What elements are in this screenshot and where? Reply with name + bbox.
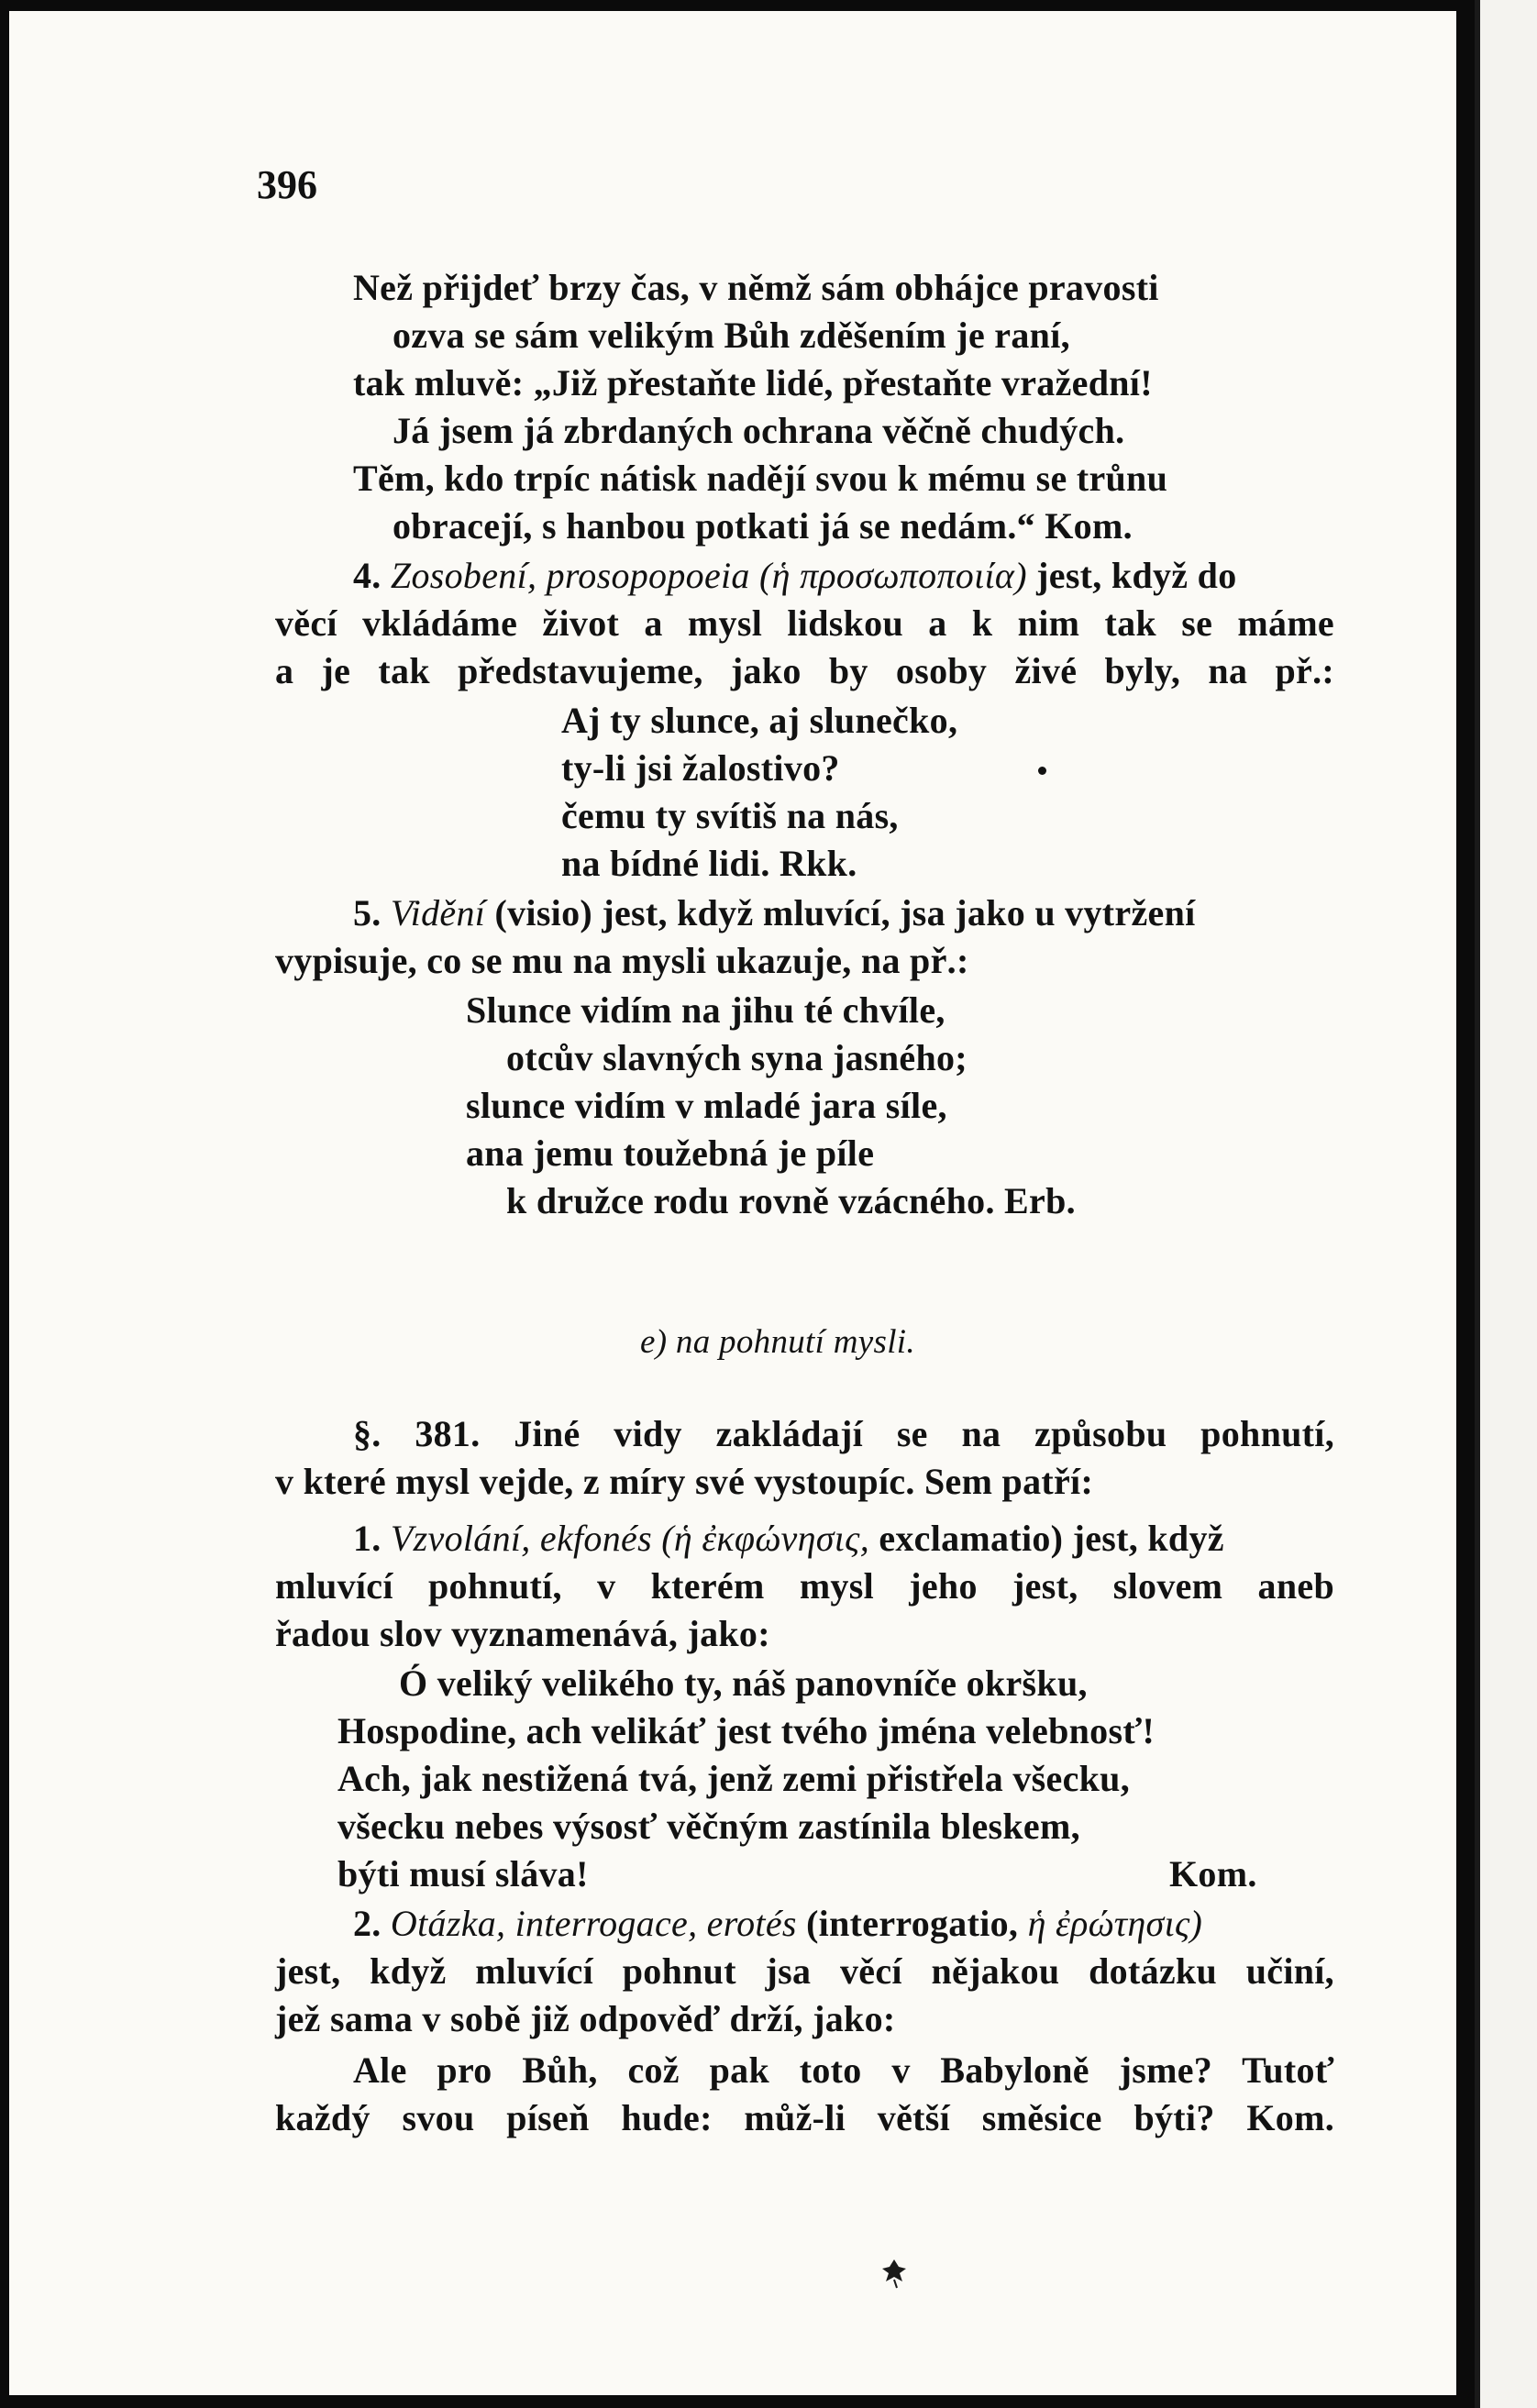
poem-line: ana jemu toužebná je píle bbox=[466, 1132, 875, 1174]
poem-line: Aj ty slunce, aj slunečko, bbox=[561, 700, 958, 741]
section-4-first-line bbox=[353, 554, 1237, 597]
quote-line: každý svou píseň hude: můž-li větší směsice býti? Kom. bbox=[275, 2097, 1334, 2138]
printer-ornament-icon bbox=[880, 2258, 908, 2289]
line-rest: (interrogatio, bbox=[806, 1903, 1019, 1944]
poem-line: na bídné lidi. Rkk. bbox=[561, 843, 857, 884]
greek-term: ἡ ἐρώτησις) bbox=[1027, 1903, 1203, 1944]
poem-line: býti musí sláva! bbox=[337, 1853, 589, 1894]
body-line: jest, když mluvící pohnut jsa věcí nějakou dotázku učiní, bbox=[275, 1950, 1334, 1992]
subsection-heading: e) na pohnutí mysli. bbox=[640, 1323, 915, 1361]
body-line: vypisuje, co se mu na mysli ukazuje, na př.: bbox=[275, 940, 969, 981]
page-number: 396 bbox=[257, 162, 317, 207]
paragraph-381-line: §. 381. Jiné vidy zakládají se na způsobu pohnutí, bbox=[353, 1413, 1334, 1454]
poem-author: Kom. bbox=[1169, 1853, 1257, 1894]
poem-line: Než přijdeť brzy čas, v němž sám obhájce pravosti bbox=[353, 267, 1159, 308]
greek-term: (ἡ προσωποποιία) bbox=[759, 555, 1027, 596]
term-otazka: Otázka, interrogace, erotés bbox=[390, 1903, 797, 1944]
quote-line: Ale pro Bůh, což pak toto v Babyloně jsme? Tutoť bbox=[353, 2049, 1334, 2091]
section-5-first-line bbox=[353, 891, 1196, 934]
poem-line: Ó veliký velikého ty, náš panovníče okršku, bbox=[399, 1662, 1088, 1704]
paragraph-381-line: v které mysl vejde, z míry své vystoupíc. Sem patří: bbox=[275, 1461, 1094, 1502]
greek-term: (ἡ ἐκφώνησις, bbox=[661, 1518, 869, 1559]
term-videni: Vidění bbox=[390, 892, 486, 933]
body-line: jež sama v sobě již odpověď drží, jako: bbox=[275, 1998, 896, 2039]
poem-line: otcův slavných syna jasného; bbox=[506, 1037, 968, 1078]
poem-line: tak mluvě: „Již přestaňte lidé, přestaňte vražední! bbox=[353, 362, 1153, 403]
poem-line: Já jsem já zbrdaných ochrana věčně chudých. bbox=[393, 410, 1125, 451]
body-line: řadou slov vyznamenává, jako: bbox=[275, 1613, 770, 1654]
poem-line: Hospodine, ach velikáť jest tvého jména velebnosť! bbox=[337, 1710, 1156, 1751]
poem-line: k družce rodu rovně vzácného. Erb. bbox=[506, 1180, 1076, 1221]
term-vzvolani: Vzvolání, ekfonés bbox=[390, 1518, 652, 1559]
body-line: mluvící pohnutí, v kterém mysl jeho jest, slovem aneb bbox=[275, 1565, 1334, 1607]
line-rest: jest, když do bbox=[1036, 555, 1237, 596]
term-zosobeni: Zosobení, prosopopoeia bbox=[390, 555, 750, 596]
item-2-first-line bbox=[353, 1902, 1202, 1945]
poem-line: ozva se sám velikým Bůh zděšením je raní, bbox=[393, 315, 1070, 356]
item-number: 1. bbox=[353, 1518, 381, 1559]
poem-line: Těm, kdo trpíc nátisk nadějí svou k mému se trůnu bbox=[353, 458, 1168, 499]
line-rest: (visio) jest, když mluvící, jsa jako u vytržení bbox=[494, 892, 1196, 933]
poem-line: čemu ty svítiš na nás, bbox=[561, 795, 899, 836]
line-rest: exclamatio) jest, když bbox=[879, 1518, 1224, 1559]
poem-line: všecku nebes výsosť věčným zastínila bleskem, bbox=[337, 1806, 1080, 1847]
section-number: 4. bbox=[353, 555, 381, 596]
body-line: a je tak představujeme, jako by osoby živé byly, na př.: bbox=[275, 650, 1334, 691]
item-1-first-line bbox=[353, 1517, 1224, 1560]
section-number: 5. bbox=[353, 892, 381, 933]
poem-line: Slunce vidím na jihu té chvíle, bbox=[466, 989, 945, 1031]
poem-line: Ach, jak nestižená tvá, jenž zemi přistřela všecku, bbox=[337, 1758, 1131, 1799]
item-number: 2. bbox=[353, 1903, 381, 1944]
body-line: věcí vkládáme život a mysl lidskou a k nim tak se máme bbox=[275, 602, 1334, 644]
poem-line: obracejí, s hanbou potkati já se nedám.“ Kom. bbox=[393, 505, 1133, 547]
poem-line: ty-li jsi žalostivo? bbox=[561, 747, 840, 789]
adjacent-page-edge bbox=[1475, 0, 1537, 2408]
ink-dot bbox=[1038, 767, 1046, 775]
poem-line: slunce vidím v mladé jara síle, bbox=[466, 1085, 947, 1126]
